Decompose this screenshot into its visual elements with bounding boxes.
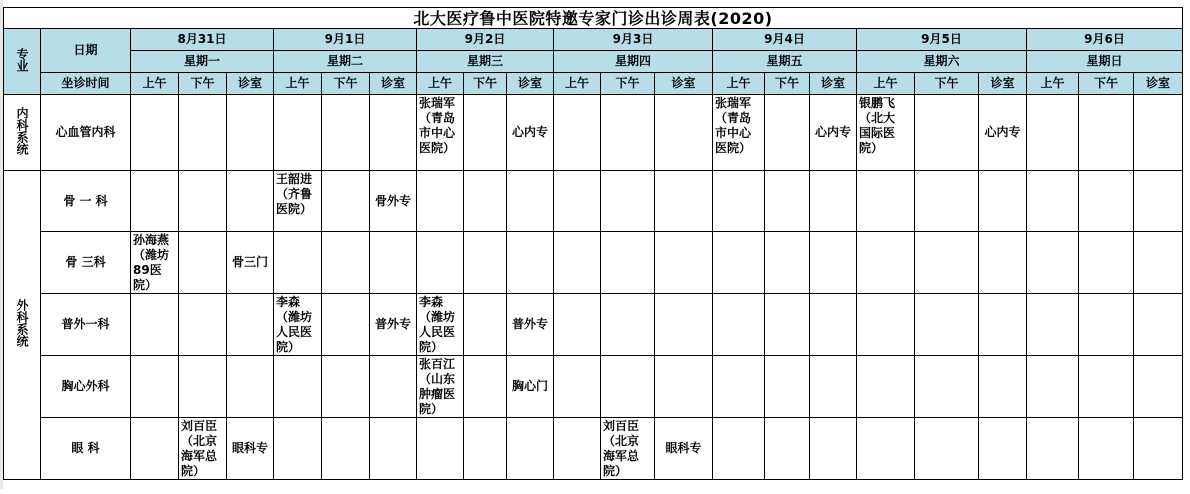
doctor-text: 李森 （潍坊 人民医 院）: [419, 295, 456, 354]
pm-doctor-cell[interactable]: [322, 294, 370, 356]
room-cell[interactable]: [507, 232, 554, 294]
am-doctor-cell[interactable]: [417, 171, 464, 232]
room-cell[interactable]: 胸心门: [507, 356, 554, 418]
room-cell[interactable]: [810, 232, 857, 294]
date-header-row: [4, 29, 1183, 51]
department-row: [4, 356, 1183, 418]
doctor-text: 银鹏飞 （北大 国际医 院）: [859, 96, 896, 155]
department-name[interactable]: 普外一科: [41, 294, 131, 356]
am-doctor-cell[interactable]: [274, 356, 322, 418]
department-row: [4, 171, 1183, 232]
room-cell[interactable]: [1134, 171, 1183, 232]
room-cell[interactable]: 心内专: [979, 95, 1027, 171]
doctor-text: 张百江 （山东 肿瘤医 院）: [419, 357, 456, 416]
date-header-3[interactable]: 9月2日: [417, 29, 554, 51]
room-cell[interactable]: [370, 232, 417, 294]
am-doctor-cell[interactable]: [857, 294, 915, 356]
pm-doctor-cell[interactable]: [601, 232, 655, 294]
room-cell[interactable]: [1134, 294, 1183, 356]
am-doctor-cell[interactable]: [417, 418, 464, 480]
room-cell[interactable]: [370, 356, 417, 418]
date-header-4[interactable]: 9月3日: [554, 29, 713, 51]
department-name[interactable]: 骨 一 科: [41, 171, 131, 232]
doctor-text: 张瑞军 （青岛 市中心 医院）: [715, 96, 752, 155]
room-cell[interactable]: [655, 356, 713, 418]
page-title[interactable]: 北大医疗鲁中医院特邀专家门诊出诊周表(2020): [4, 8, 1183, 29]
pm-doctor-cell[interactable]: [765, 95, 810, 171]
department-name[interactable]: 骨 三科: [41, 232, 131, 294]
am-doctor-cell[interactable]: [131, 232, 179, 294]
slot-header[interactable]: 下午: [915, 73, 979, 95]
weekday-header-2[interactable]: 星期二: [274, 51, 417, 73]
pm-doctor-cell[interactable]: [915, 356, 979, 418]
am-doctor-cell[interactable]: [713, 95, 765, 171]
slot-header[interactable]: 上午: [857, 73, 915, 95]
pm-doctor-cell[interactable]: [179, 356, 227, 418]
doctor-text: 李森 （潍坊 人民医 院）: [276, 295, 313, 354]
doctor-text: 刘百臣 （北京 海军总 院）: [181, 419, 218, 478]
department-row: [4, 294, 1183, 356]
pm-doctor-cell[interactable]: [179, 232, 227, 294]
slot-header[interactable]: 诊室: [1134, 73, 1183, 95]
am-doctor-cell[interactable]: [417, 232, 464, 294]
am-doctor-cell[interactable]: [713, 171, 765, 232]
slot-header[interactable]: 下午: [464, 73, 507, 95]
pm-doctor-cell[interactable]: [464, 232, 507, 294]
pm-doctor-cell[interactable]: [915, 418, 979, 480]
am-doctor-cell[interactable]: [274, 294, 322, 356]
room-cell[interactable]: [1134, 418, 1183, 480]
system-cell[interactable]: [4, 95, 41, 171]
am-doctor-cell[interactable]: [131, 171, 179, 232]
slot-header[interactable]: 下午: [765, 73, 810, 95]
am-doctor-cell[interactable]: [713, 356, 765, 418]
room-cell[interactable]: [979, 356, 1027, 418]
room-cell[interactable]: [979, 418, 1027, 480]
am-doctor-cell[interactable]: [131, 418, 179, 480]
am-doctor-cell[interactable]: [274, 171, 322, 232]
room-cell[interactable]: [979, 294, 1027, 356]
pm-doctor-cell[interactable]: [765, 171, 810, 232]
pm-doctor-cell[interactable]: [322, 171, 370, 232]
slot-header[interactable]: 诊室: [370, 73, 417, 95]
doctor-text: 张瑞军 （青岛 市中心 医院）: [419, 96, 456, 155]
pm-doctor-cell[interactable]: [322, 356, 370, 418]
am-doctor-cell[interactable]: [274, 418, 322, 480]
pm-doctor-cell[interactable]: [179, 171, 227, 232]
room-cell[interactable]: [227, 95, 274, 171]
room-cell[interactable]: 心内专: [810, 95, 857, 171]
weekday-header-5[interactable]: 星期五: [713, 51, 857, 73]
room-cell[interactable]: [979, 171, 1027, 232]
doctor-text: 刘百臣 （北京 海军总 院）: [603, 419, 640, 478]
pm-doctor-cell[interactable]: [765, 356, 810, 418]
room-cell[interactable]: [1134, 232, 1183, 294]
weekday-header-1[interactable]: 星期一: [131, 51, 274, 73]
system-label: 内科系统: [15, 106, 29, 155]
am-doctor-cell[interactable]: [1027, 171, 1079, 232]
slot-header[interactable]: 下午: [322, 73, 370, 95]
am-doctor-cell[interactable]: [131, 95, 179, 171]
am-doctor-cell[interactable]: [554, 95, 601, 171]
slot-header[interactable]: 上午: [131, 73, 179, 95]
slot-header[interactable]: 下午: [601, 73, 655, 95]
slot-header[interactable]: 诊室: [227, 73, 274, 95]
room-cell[interactable]: [1134, 356, 1183, 418]
am-doctor-cell[interactable]: [131, 356, 179, 418]
am-doctor-cell[interactable]: [417, 294, 464, 356]
title-row: [4, 8, 1183, 29]
room-cell[interactable]: [810, 171, 857, 232]
weekday-header-3[interactable]: 星期三: [417, 51, 554, 73]
date-label-header[interactable]: 日期: [41, 29, 131, 73]
department-name[interactable]: 眼 科: [41, 418, 131, 480]
am-doctor-cell[interactable]: [857, 356, 915, 418]
doctor-text: 王韶进 （齐鲁 医院）: [276, 172, 313, 216]
room-cell[interactable]: [655, 232, 713, 294]
department-name[interactable]: 胸心外科: [41, 356, 131, 418]
pm-doctor-cell[interactable]: [601, 171, 655, 232]
room-cell[interactable]: 骨三门: [227, 232, 274, 294]
pm-doctor-cell[interactable]: [179, 294, 227, 356]
weekday-header-4[interactable]: 星期四: [554, 51, 713, 73]
pm-doctor-cell[interactable]: [322, 95, 370, 171]
specialty-header[interactable]: [4, 29, 41, 95]
am-doctor-cell[interactable]: [417, 95, 464, 171]
room-cell[interactable]: 眼科专: [227, 418, 274, 480]
room-cell[interactable]: 普外专: [370, 294, 417, 356]
specialty-label: 专业: [15, 47, 29, 72]
slot-header[interactable]: 上午: [713, 73, 765, 95]
room-cell[interactable]: [507, 418, 554, 480]
date-header-1[interactable]: 8月31日: [131, 29, 274, 51]
am-doctor-cell[interactable]: [857, 171, 915, 232]
doctor-text: 孙海燕 （潍坊 89医 院）: [133, 233, 170, 292]
slot-header[interactable]: 下午: [179, 73, 227, 95]
room-cell[interactable]: 心内专: [507, 95, 554, 171]
sheet-bottom-area: [0, 489, 1190, 494]
room-cell[interactable]: 普外专: [507, 294, 554, 356]
pm-doctor-cell[interactable]: [765, 232, 810, 294]
pm-doctor-cell[interactable]: [601, 356, 655, 418]
am-doctor-cell[interactable]: [1027, 232, 1079, 294]
department-row: [4, 95, 1183, 171]
room-cell[interactable]: [507, 171, 554, 232]
pm-doctor-cell[interactable]: [464, 171, 507, 232]
pm-doctor-cell[interactable]: [179, 95, 227, 171]
date-header-2[interactable]: 9月1日: [274, 29, 417, 51]
pm-doctor-cell[interactable]: [464, 294, 507, 356]
slot-header[interactable]: 上午: [417, 73, 464, 95]
slot-header[interactable]: 诊室: [507, 73, 554, 95]
am-doctor-cell[interactable]: [1027, 95, 1079, 171]
room-cell[interactable]: [810, 356, 857, 418]
pm-doctor-cell[interactable]: [915, 294, 979, 356]
room-cell[interactable]: [227, 356, 274, 418]
pm-doctor-cell[interactable]: [765, 294, 810, 356]
time-label-header[interactable]: 坐诊时间: [41, 73, 131, 95]
am-doctor-cell[interactable]: [554, 356, 601, 418]
slot-header[interactable]: 下午: [1079, 73, 1134, 95]
pm-doctor-cell[interactable]: [601, 418, 655, 480]
room-cell[interactable]: [810, 418, 857, 480]
weekday-header-6[interactable]: 星期六: [857, 51, 1027, 73]
department-row: [4, 232, 1183, 294]
am-doctor-cell[interactable]: [713, 294, 765, 356]
date-header-7[interactable]: 9月6日: [1027, 29, 1183, 51]
pm-doctor-cell[interactable]: [1079, 356, 1134, 418]
pm-doctor-cell[interactable]: [1079, 294, 1134, 356]
pm-doctor-cell[interactable]: [322, 418, 370, 480]
am-doctor-cell[interactable]: [857, 232, 915, 294]
am-doctor-cell[interactable]: [417, 356, 464, 418]
pm-doctor-cell[interactable]: [915, 95, 979, 171]
slot-header[interactable]: 诊室: [979, 73, 1027, 95]
pm-doctor-cell[interactable]: [1079, 232, 1134, 294]
am-doctor-cell[interactable]: [274, 95, 322, 171]
pm-doctor-cell[interactable]: [601, 294, 655, 356]
department-name[interactable]: 心血管内科: [41, 95, 131, 171]
slot-header[interactable]: 上午: [274, 73, 322, 95]
am-doctor-cell[interactable]: [554, 418, 601, 480]
room-cell[interactable]: 眼科专: [655, 418, 713, 480]
pm-doctor-cell[interactable]: [464, 356, 507, 418]
am-doctor-cell[interactable]: [554, 232, 601, 294]
slot-header[interactable]: 上午: [554, 73, 601, 95]
pm-doctor-cell[interactable]: [1079, 95, 1134, 171]
room-cell[interactable]: [227, 294, 274, 356]
am-doctor-cell[interactable]: [131, 294, 179, 356]
system-label: 外科系统: [15, 299, 29, 347]
pm-doctor-cell[interactable]: [1079, 171, 1134, 232]
slot-header[interactable]: 诊室: [655, 73, 713, 95]
am-doctor-cell[interactable]: [1027, 418, 1079, 480]
slot-header[interactable]: 诊室: [810, 73, 857, 95]
am-doctor-cell[interactable]: [554, 171, 601, 232]
pm-doctor-cell[interactable]: [601, 95, 655, 171]
pm-doctor-cell[interactable]: [464, 418, 507, 480]
department-row: [4, 418, 1183, 480]
am-doctor-cell[interactable]: [274, 232, 322, 294]
slot-header-row: [4, 73, 1183, 95]
slot-header[interactable]: 上午: [1027, 73, 1079, 95]
pm-doctor-cell[interactable]: [915, 171, 979, 232]
am-doctor-cell[interactable]: [1027, 294, 1079, 356]
pm-doctor-cell[interactable]: [322, 232, 370, 294]
schedule-table: [3, 7, 1183, 480]
room-cell[interactable]: [1134, 95, 1183, 171]
pm-doctor-cell[interactable]: [765, 418, 810, 480]
am-doctor-cell[interactable]: [713, 418, 765, 480]
weekday-header-7[interactable]: 星期日: [1027, 51, 1183, 73]
date-header-5[interactable]: 9月4日: [713, 29, 857, 51]
weekday-header-row: [4, 51, 1183, 73]
room-cell[interactable]: [370, 95, 417, 171]
pm-doctor-cell[interactable]: [464, 95, 507, 171]
room-cell[interactable]: [979, 232, 1027, 294]
am-doctor-cell[interactable]: [554, 294, 601, 356]
room-cell[interactable]: [227, 171, 274, 232]
am-doctor-cell[interactable]: [857, 95, 915, 171]
room-cell[interactable]: [655, 171, 713, 232]
room-cell[interactable]: [370, 418, 417, 480]
am-doctor-cell[interactable]: [713, 232, 765, 294]
pm-doctor-cell[interactable]: [179, 418, 227, 480]
am-doctor-cell[interactable]: [857, 418, 915, 480]
date-header-6[interactable]: 9月5日: [857, 29, 1027, 51]
room-cell[interactable]: [655, 95, 713, 171]
system-cell[interactable]: [4, 171, 41, 480]
room-cell[interactable]: [810, 294, 857, 356]
room-cell[interactable]: 骨外专: [370, 171, 417, 232]
am-doctor-cell[interactable]: [1027, 356, 1079, 418]
pm-doctor-cell[interactable]: [915, 232, 979, 294]
pm-doctor-cell[interactable]: [1079, 418, 1134, 480]
room-cell[interactable]: [655, 294, 713, 356]
